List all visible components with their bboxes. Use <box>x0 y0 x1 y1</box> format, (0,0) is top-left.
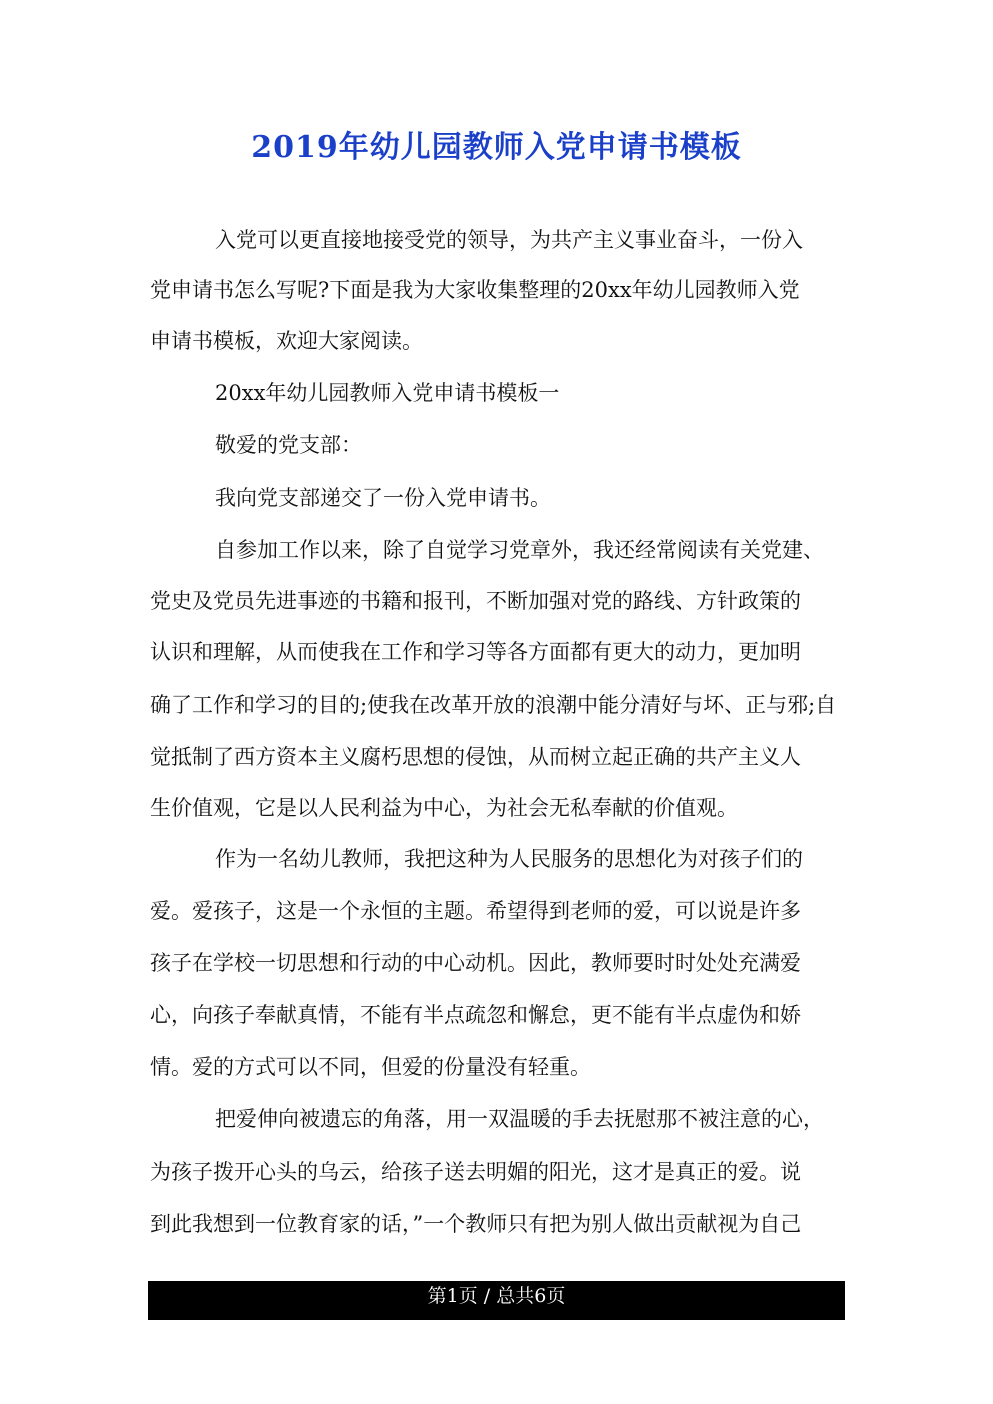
section-heading: 20xx年幼儿园教师入党申请书模板一 <box>215 381 560 405</box>
page-indicator: 第1页 / 总共6页 <box>427 1285 566 1307</box>
paragraph-line: 为孩子拨开心头的乌云，给孩子送去明媚的阳光，这才是真正的爱。说 <box>150 1160 801 1184</box>
paragraph-line: 心，向孩子奉献真情，不能有半点疏忽和懈怠，更不能有半点虚伪和娇 <box>150 1003 801 1027</box>
paragraph-line: 党史及党员先进事迹的书籍和报刊，不断加强对党的路线、方针政策的 <box>150 589 801 613</box>
paragraph-line: 生价值观，它是以人民利益为中心，为社会无私奉献的价值观。 <box>150 796 738 820</box>
paragraph-line: 把爱伸向被遗忘的角落，用一双温暖的手去抚慰那不被注意的心， <box>215 1107 824 1131</box>
paragraph-line: 确了工作和学习的目的;使我在改革开放的浪潮中能分清好与坏、正与邪;自 <box>150 693 837 717</box>
paragraph-line: 自参加工作以来，除了自觉学习党章外，我还经常阅读有关党建、 <box>215 538 824 562</box>
paragraph-line: 作为一名幼儿教师，我把这种为人民服务的思想化为对孩子们的 <box>215 847 803 871</box>
paragraph-line: 到此我想到一位教育家的话，”一个教师只有把为别人做出贡献视为自己 <box>150 1212 802 1236</box>
paragraph-line: 爱。爱孩子，这是一个永恒的主题。希望得到老师的爱，可以说是许多 <box>150 899 801 923</box>
paragraph-line: 我向党支部递交了一份入党申请书。 <box>215 486 551 510</box>
paragraph-line: 申请书模板，欢迎大家阅读。 <box>150 329 423 353</box>
salutation: 敬爱的党支部： <box>215 433 362 457</box>
document-title: 2019年幼儿园教师入党申请书模板 <box>251 130 742 165</box>
paragraph-line: 情。爱的方式可以不同，但爱的份量没有轻重。 <box>150 1055 591 1079</box>
paragraph-line: 孩子在学校一切思想和行动的中心动机。因此，教师要时时处处充满爱 <box>150 951 801 975</box>
paragraph-line: 觉抵制了西方资本主义腐朽思想的侵蚀，从而树立起正确的共产主义人 <box>150 745 801 769</box>
paragraph-line: 党申请书怎么写呢?下面是我为大家收集整理的20xx年幼儿园教师入党 <box>150 278 800 302</box>
paragraph-line: 认识和理解，从而使我在工作和学习等各方面都有更大的动力，更加明 <box>150 640 801 664</box>
page-footer <box>148 1281 845 1320</box>
paragraph-line: 入党可以更直接地接受党的领导，为共产主义事业奋斗，一份入 <box>215 228 803 252</box>
